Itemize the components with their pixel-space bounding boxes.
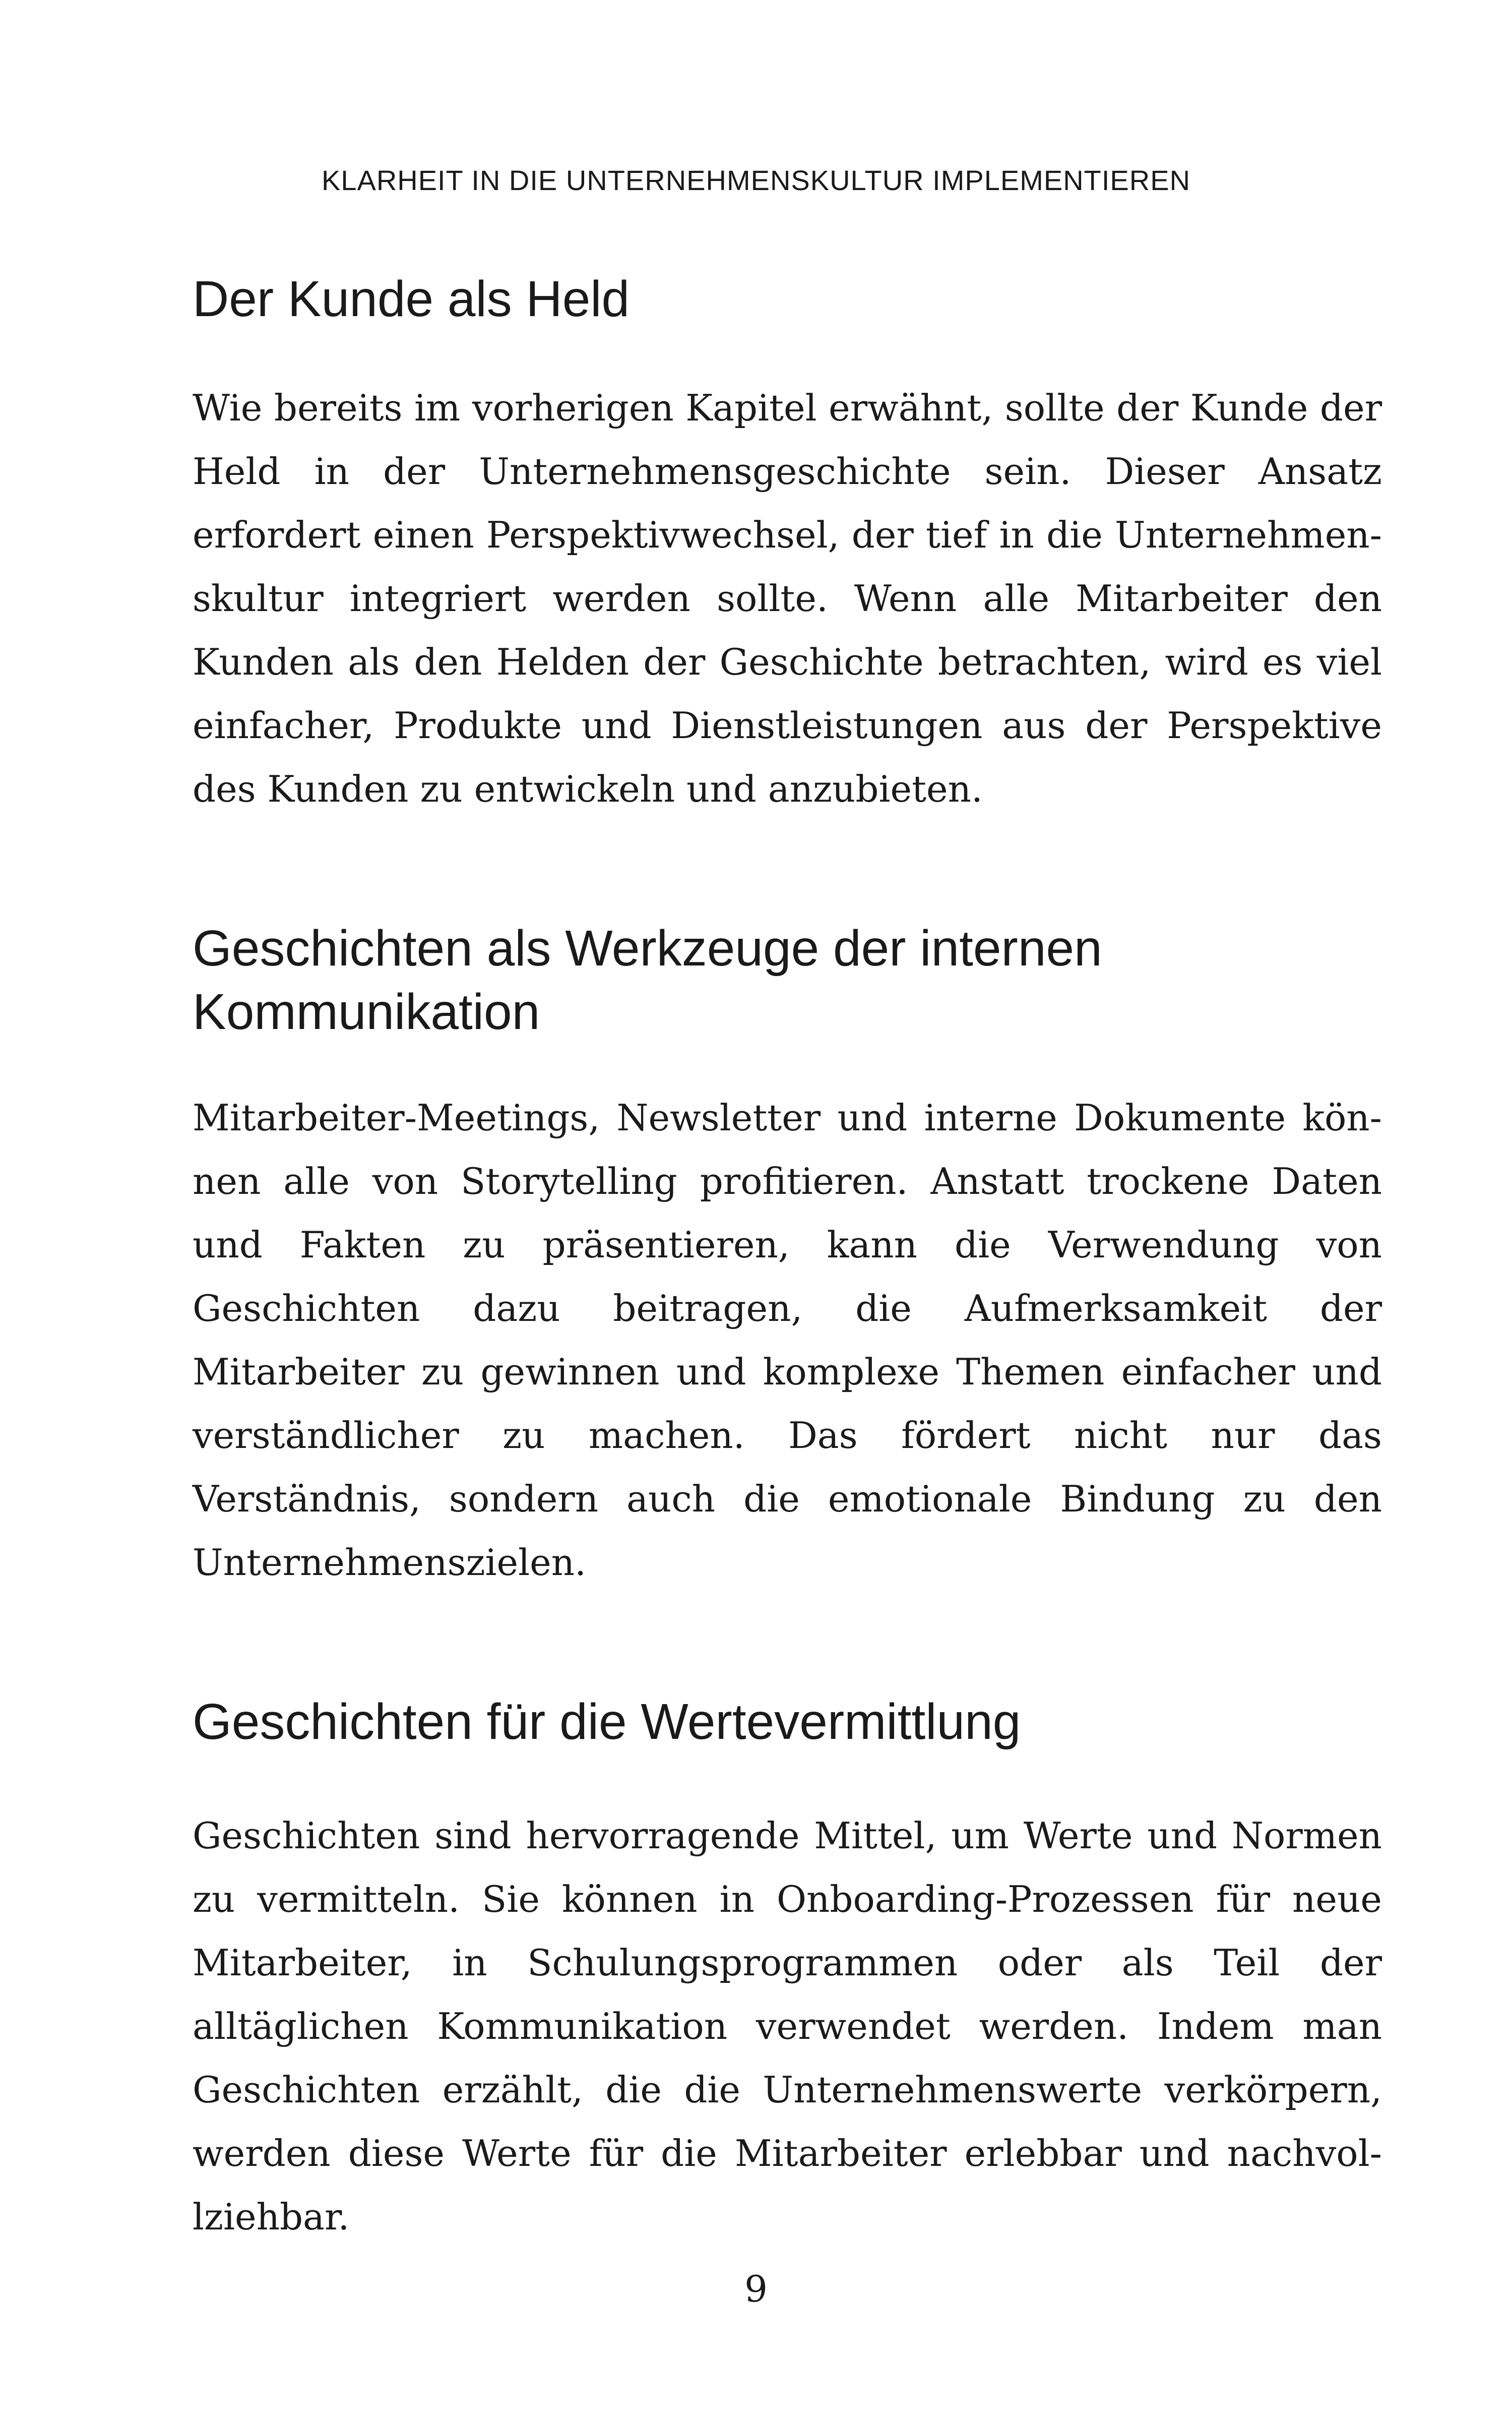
page-content (193, 267, 1382, 2249)
section-paragraph-kunde-als-held: Wie bereits im vorherigen Kapitel erwähnt, sollte der Kunde der Held in der Unternehmensgeschichte sein. Dieser Ansatz erfordert einen Perspektivwechsel, der tief in die Unternehmenskultur integriert werden sollte. Wenn alle Mitarbeiter den Kunden als den Helden der Geschichte betrachten, wird es viel einfacher, Produkte und Dienstleistungen aus der Perspektive des Kunden zu entwickeln und anzubieten. (193, 387, 1382, 810)
running-header: KLARHEIT IN DIE UNTERNEHMENSKULTUR IMPLEMENTIEREN (321, 164, 1191, 196)
section-paragraph-interne-kommunikation: Mitarbeiter-Meetings, Newsletter und interne Dokumente können alle von Storytelling profitieren. Anstatt trockene Daten und Fakten zu präsentieren, kann die Verwendung von Geschichten dazu beitragen, die Aufmerksamkeit der Mitarbeiter zu gewinnen und komplexe Themen einfacher und verständlicher zu machen. Das fördert nicht nur das Verständnis, sondern auch die emotionale Bindung zu den Unternehmenszielen. (193, 1097, 1382, 1584)
section-heading-wertevermittlung: Geschichten für die Wertevermittlung (193, 1693, 1021, 1750)
page-number: 9 (744, 2268, 768, 2310)
section-paragraph-wertevermittlung: Geschichten sind hervorragende Mittel, um Werte und Normen zu vermitteln. Sie können in Onboarding-Prozessen für neue Mitarbeiter, in Schulungsprogrammen oder als Teil der alltäglichen Kommunikation verwendet werden. Indem man Geschichten erzählt, die die Unternehmenswerte verkörpern, werden diese Werte für die Mitarbeiter erlebbar und nachvollziehbar. (193, 1814, 1382, 2238)
section-heading-kunde-als-held: Der Kunde als Held (193, 271, 630, 327)
section-heading-interne-kommunikation: Geschichten als Werkzeuge der internen Kommunikation (193, 920, 1102, 1040)
